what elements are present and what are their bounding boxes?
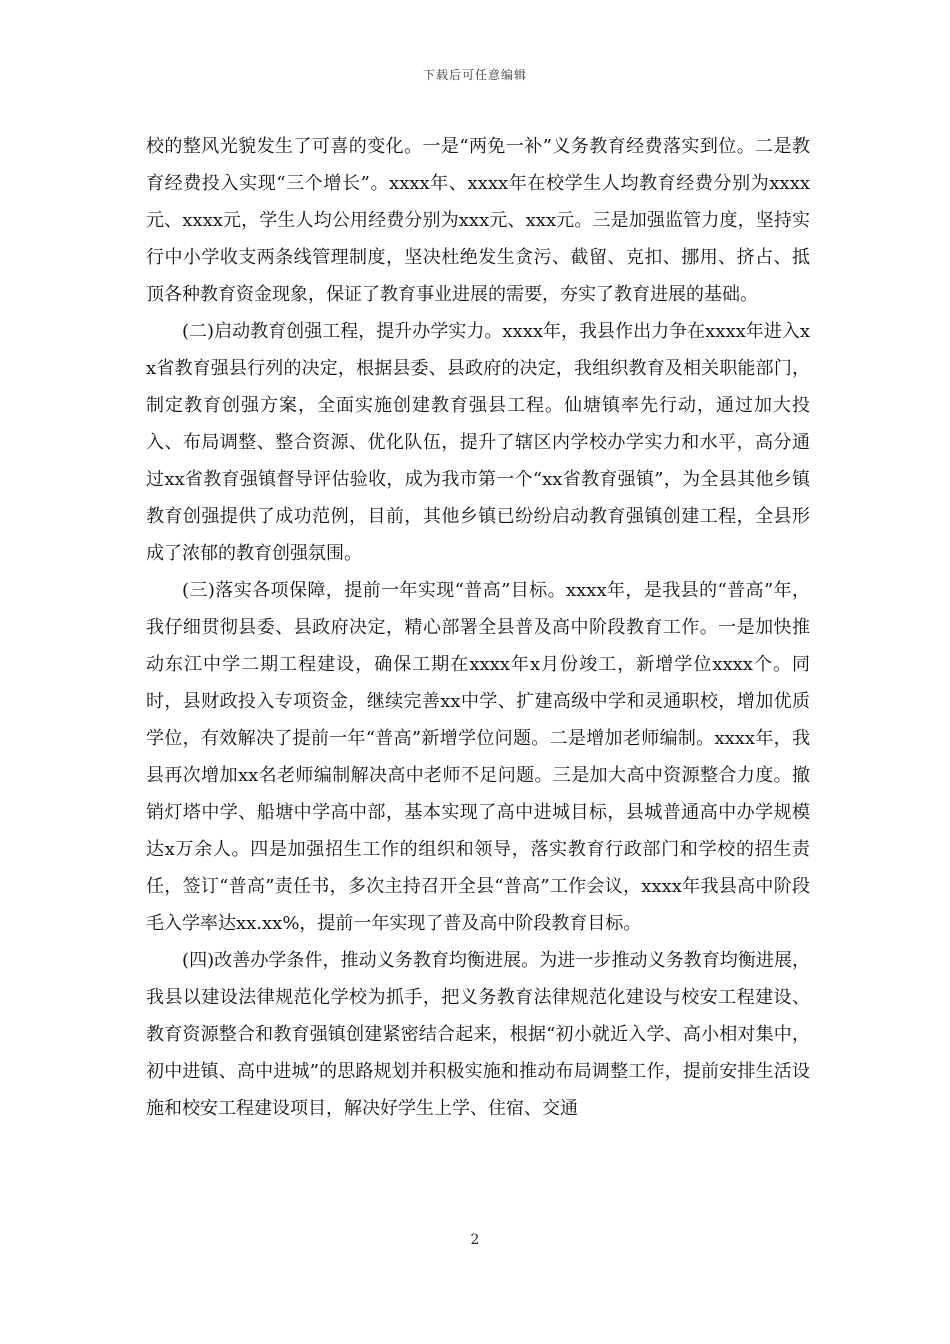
paragraph-section-2: (二)启动教育创强工程，提升办学实力。xxxx年，我县作出力争在xxxx年进入xx省教育强县行列的决定，根据县委、县政府的决定，我组织教育及相关职能部门，制定教育创强方案，全面实施创建教育强县工程。仙塘镇率先行动，通过加大投入、布局调整、整合资源、优化队伍，提升了辖区内学校办学实力和水平，高分通过xx省教育强镇督导评估验收，成为我市第一个“xx省教育强镇”，为全县其他乡镇教育创强提供了成功范例，目前，其他乡镇已纷纷启动教育强镇创建工程，全县形成了浓郁的教育创强氛围。 <box>146 321 810 564</box>
page-header: 下载后可任意编辑 <box>422 68 527 82</box>
page-number: 2 <box>470 1232 480 1248</box>
paragraph-section-3: (三)落实各项保障，提前一年实现“普高”目标。xxxx年，是我县的“普高”年，我仔细贯彻县委、县政府决定，精心部署全县普及高中阶段教育工作。一是加快推动东江中学二期工程建设，确保工期在xxxx年x月份竣工，新增学位xxxx个。同时，县财政投入专项资金，继续完善xx中学、扩建高级中学和灵通职校，增加优质学位，有效解决了提前一年“普高”新增学位问题。二是增加老师编制。xxxx年，我县再次增加xx名老师编制解决高中老师不足问题。三是加大高中资源整合力度。撤销灯塔中学、船塘中学高中部，基本实现了高中进城目标，县城普通高中办学规模达x万余人。四是加强招生工作的组织和领导，落实教育行政部门和学校的招生责任，签订“普高”责任书，多次主持召开全县“普高”工作会议，xxxx年我县高中阶段毛入学率达xx.xx%，提前一年实现了普及高中阶段教育目标。 <box>146 580 810 934</box>
paragraph-continuation: 校的整风光貌发生了可喜的变化。一是“两免一补”义务教育经费落实到位。二是教育经费投入实现“三个增长”。xxxx年、xxxx年在校学生人均教育经费分别为xxxx元、xxxx元，学生人均公用经费分别为xxx元、xxx元。三是加强监管力度，坚持实行中小学收支两条线管理制度，坚决杜绝发生贪污、截留、克扣、挪用、挤占、抵顶各种教育资金现象，保证了教育事业进展的需要，夯实了教育进展的基础。 <box>146 136 810 305</box>
paragraph-section-4: (四)改善办学条件，推动义务教育均衡进展。为进一步推动义务教育均衡进展，我县以建设法律规范化学校为抓手，把义务教育法律规范化建设与校安工程建设、教育资源整合和教育强镇创建紧密结合起来，根据“初小就近入学、高小相对集中，初中进镇、高中进城”的思路规划并积极实施和推动布局调整工作，提前安排生活设施和校安工程建设项目，解决好学生上学、住宿、交通 <box>146 950 810 1119</box>
document-body <box>146 128 810 1127</box>
